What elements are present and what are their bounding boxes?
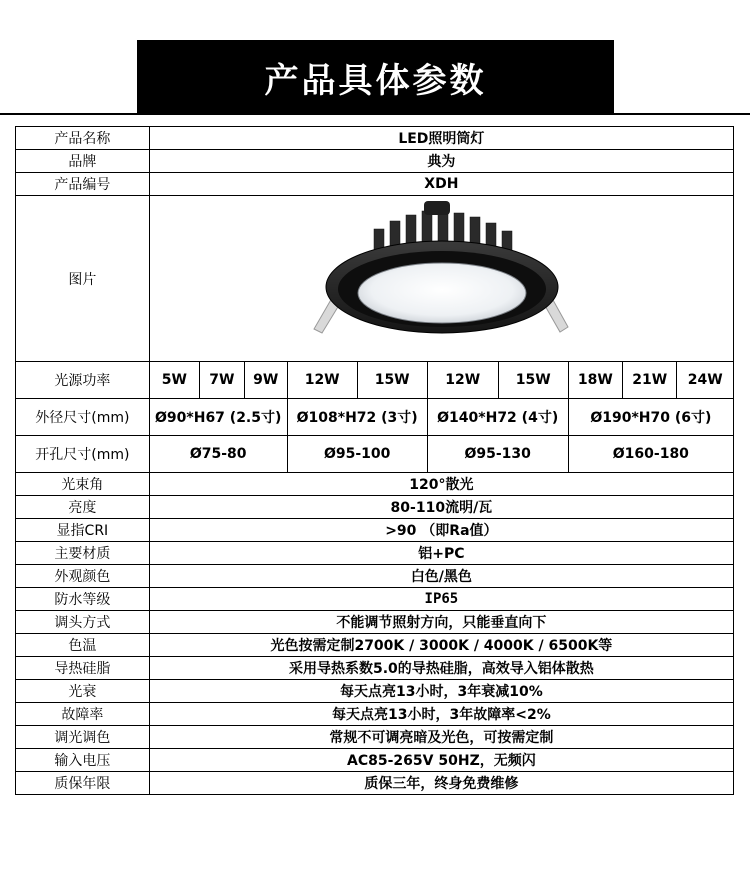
label-color: 外观颜色 [16,565,150,588]
outer-cell: Ø108*H72 (3寸) [287,399,427,436]
label-cri: 显指CRI [16,519,150,542]
label-outer: 外径尺寸(mm) [16,399,150,436]
label-decay: 光衰 [16,680,150,703]
row-brightness [16,496,734,519]
label-warranty: 质保年限 [16,772,150,795]
value-cct: 光色按需定制2700K / 3000K / 4000K / 6500K等 [149,634,733,657]
label-image: 图片 [16,196,150,362]
label-brightness: 亮度 [16,496,150,519]
value-voltage: AC85-265V 50HZ，无频闪 [149,749,733,772]
power-cell: 12W [427,362,498,399]
outer-cell: Ø190*H70 (6寸) [568,399,733,436]
value-ip: IP65 [149,588,733,611]
downlight-image [296,199,586,359]
value-warranty: 质保三年，终身免费维修 [149,772,733,795]
row-cct [16,634,734,657]
row-warranty [16,772,734,795]
value-brightness: 80-110流明/瓦 [149,496,733,519]
hole-cell: Ø75-80 [149,436,287,473]
power-cell: 24W [677,362,734,399]
label-brand: 品牌 [16,150,150,173]
row-hole [16,436,734,473]
power-cell: 15W [498,362,568,399]
row-failure [16,703,734,726]
value-material: 铝+PC [149,542,733,565]
outer-cell: Ø90*H67 (2.5寸) [149,399,287,436]
row-cri [16,519,734,542]
power-cell: 15W [357,362,427,399]
value-adjust: 不能调节照射方向，只能垂直向下 [149,611,733,634]
row-decay [16,680,734,703]
row-dimming [16,726,734,749]
hole-cell: Ø95-130 [427,436,568,473]
label-ip: 防水等级 [16,588,150,611]
row-code [16,173,734,196]
spec-table [15,126,734,795]
value-name: LED照明筒灯 [149,127,733,150]
power-cell: 21W [623,362,677,399]
hole-cell: Ø160-180 [568,436,733,473]
row-name [16,127,734,150]
value-grease: 采用导热系数5.0的导热硅脂，高效导入铝体散热 [149,657,733,680]
label-hole: 开孔尺寸(mm) [16,436,150,473]
label-adjust: 调头方式 [16,611,150,634]
row-outer [16,399,734,436]
hole-cell: Ø95-100 [287,436,427,473]
title-divider [0,113,750,115]
row-power [16,362,734,399]
row-grease [16,657,734,680]
value-color: 白色/黑色 [149,565,733,588]
value-failure: 每天点亮13小时，3年故障率<2% [149,703,733,726]
label-name: 产品名称 [16,127,150,150]
label-failure: 故障率 [16,703,150,726]
product-image-cell [149,196,733,362]
value-brand: 典为 [149,150,733,173]
row-ip [16,588,734,611]
row-adjust [16,611,734,634]
row-voltage [16,749,734,772]
value-dimming: 常规不可调亮暗及光色，可按需定制 [149,726,733,749]
power-cell: 7W [199,362,244,399]
label-material: 主要材质 [16,542,150,565]
row-beam [16,473,734,496]
label-power: 光源功率 [16,362,150,399]
label-code: 产品编号 [16,173,150,196]
outer-cell: Ø140*H72 (4寸) [427,399,568,436]
value-decay: 每天点亮13小时，3年衰减10% [149,680,733,703]
page-title: 产品具体参数 [137,40,614,114]
power-cell: 5W [149,362,199,399]
value-cri: >90 （即Ra值） [149,519,733,542]
label-voltage: 输入电压 [16,749,150,772]
value-code: XDH [149,173,733,196]
value-beam: 120°散光 [149,473,733,496]
row-material [16,542,734,565]
label-cct: 色温 [16,634,150,657]
label-beam: 光束角 [16,473,150,496]
power-cell: 18W [568,362,622,399]
row-brand [16,150,734,173]
row-image [16,196,734,362]
label-grease: 导热硅脂 [16,657,150,680]
label-dimming: 调光调色 [16,726,150,749]
power-cell: 12W [287,362,357,399]
row-color [16,565,734,588]
power-cell: 9W [244,362,287,399]
